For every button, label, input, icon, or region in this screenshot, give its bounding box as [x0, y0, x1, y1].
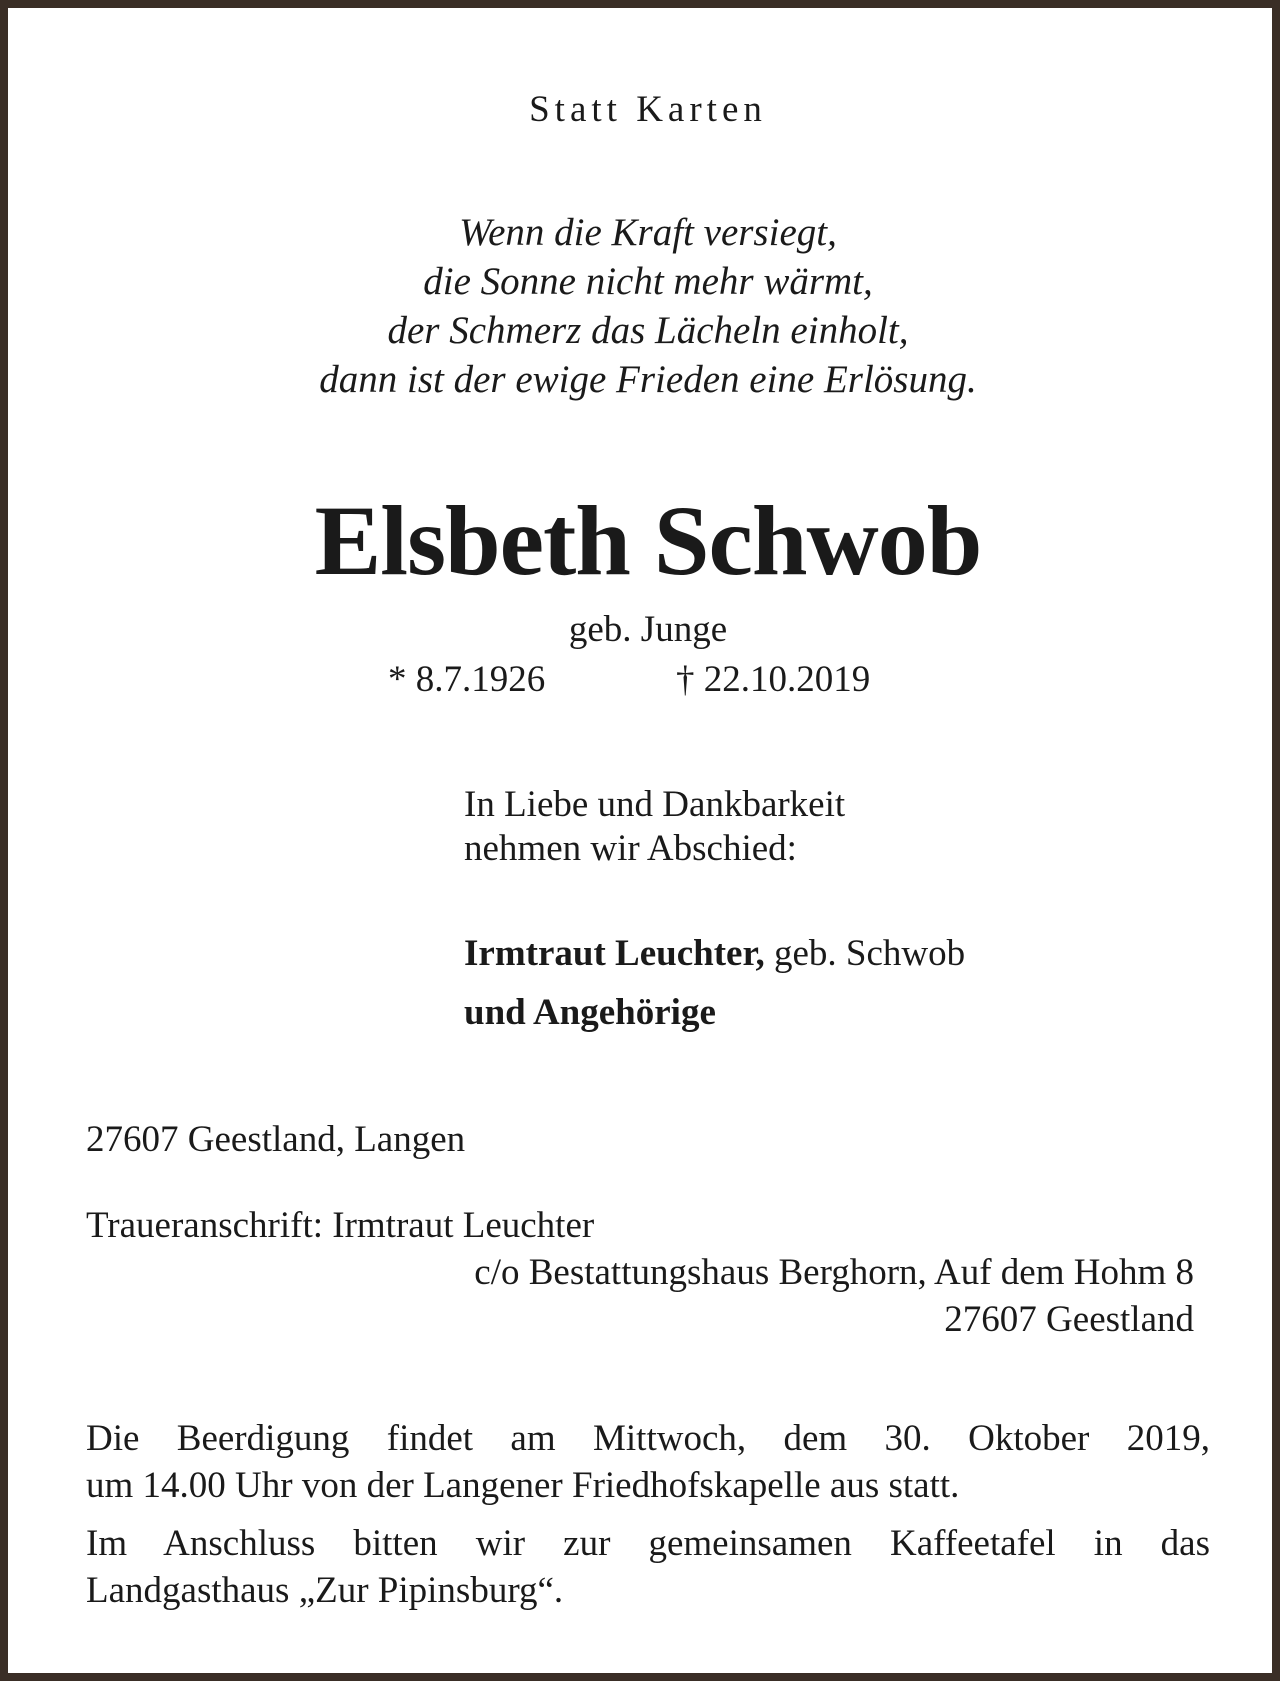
funeral-line: Die Beerdigung findet am Mittwoch, dem 30. Oktober 2019,	[86, 1418, 1210, 1459]
poem-line: die Sonne nicht mehr wärmt,	[423, 260, 873, 303]
deceased-name: Elsbeth Schwob	[314, 485, 982, 596]
poem-line: Wenn die Kraft versiegt,	[459, 211, 837, 254]
mourning-address-city: 27607 Geestland	[944, 1299, 1194, 1340]
relatives: und Angehörige	[464, 992, 716, 1033]
coffee-line: Im Anschluss bitten wir zur gemeinsamen Kaffeetafel in das	[86, 1523, 1210, 1564]
farewell-text	[464, 783, 845, 871]
header-statt-karten: Statt Karten	[529, 89, 767, 130]
poem-line: der Schmerz das Lächeln einholt,	[387, 309, 909, 352]
mourner-name: Irmtraut Leuchter,	[464, 933, 765, 974]
funeral-paragraph	[86, 1415, 1210, 1509]
place: 27607 Geestland, Langen	[86, 1119, 466, 1160]
birth-date: * 8.7.1926	[388, 659, 546, 700]
mourner-birth-name: geb. Schwob	[764, 933, 966, 974]
farewell-line: In Liebe und Dankbarkeit	[464, 784, 846, 825]
birth-name: geb. Junge	[568, 609, 728, 650]
death-date: † 22.10.2019	[676, 659, 871, 700]
poem	[8, 208, 1280, 404]
poem-line: dann ist der ewige Frieden eine Erlösung.	[319, 358, 977, 401]
coffee-paragraph	[86, 1520, 1210, 1614]
mourner	[464, 932, 965, 975]
farewell-line: nehmen wir Abschied:	[464, 828, 797, 869]
coffee-line: Landgasthaus „Zur Pipinsburg“.	[86, 1570, 564, 1611]
funeral-line: um 14.00 Uhr von der Langener Friedhofskapelle aus statt.	[86, 1465, 960, 1506]
mourning-address-label: Traueranschrift: Irmtraut Leuchter	[86, 1205, 595, 1246]
mourning-address-street: c/o Bestattungshaus Berghorn, Auf dem Hohm 8	[474, 1252, 1194, 1293]
